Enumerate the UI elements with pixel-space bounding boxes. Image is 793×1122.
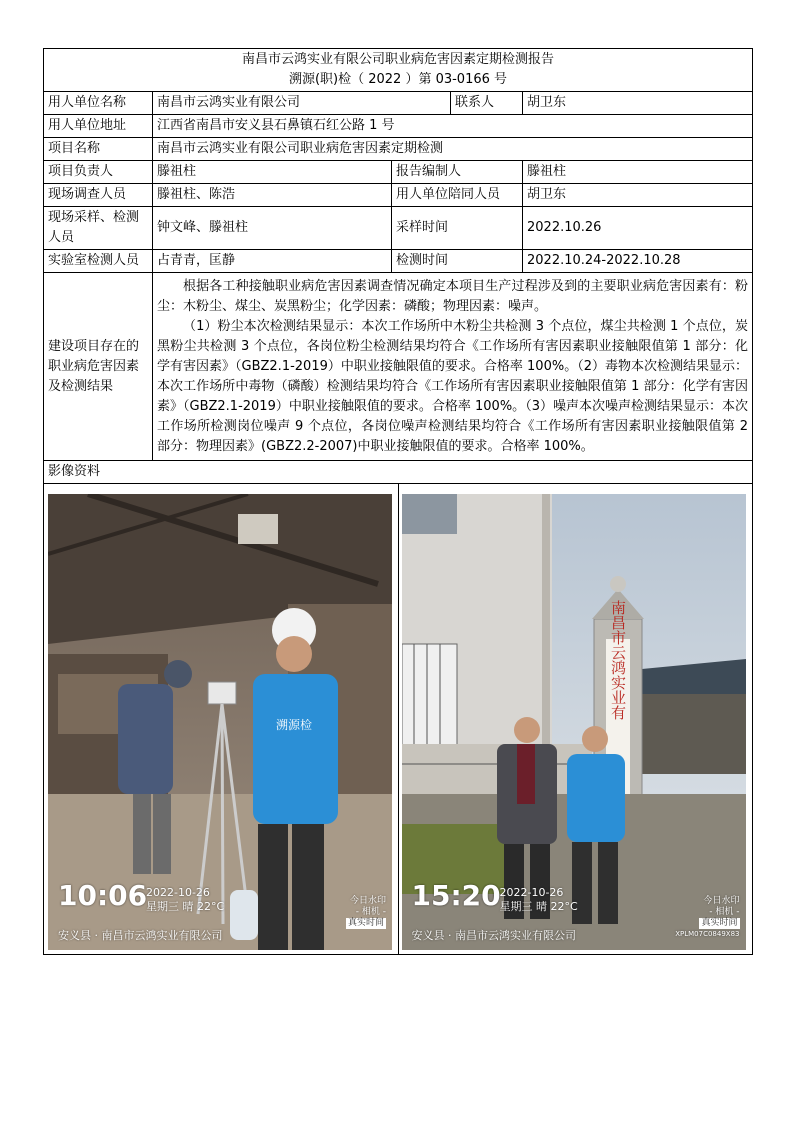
watermark-app [675,896,739,940]
photo-cell-right [398,484,753,954]
sampling-staff-label: 现场采样、检测人员 [44,207,153,250]
test-time-value: 2022.10.24-2022.10.28 [523,250,753,273]
photo-sampling-site [48,494,392,950]
report-author-value: 滕祖柱 [523,161,753,184]
gate-sign-text: 南昌市云鸿实业有 [608,600,627,720]
watermark-code: XPLM07C0849X83 [675,930,740,938]
sampling-staff-value: 钟文峰、滕祖柱 [153,207,392,250]
contact-label: 联系人 [451,92,523,115]
project-label: 项目名称 [44,138,153,161]
results-paragraph-1: 根据各工种接触职业病危害因素调查情况确定本项目生产过程涉及到的主要职业病危害因素有：粉尘：木粉尘、煤尘、炭黑粉尘；化学因素：磷酸；物理因素：噪声。 [157,278,748,314]
watermark-app-name: 今日水印 [349,896,386,906]
images-label: 影像资料 [44,461,753,484]
watermark-location: 安义县 · 南昌市云鸿实业有限公司 [411,929,576,942]
watermark-date: 2022-10-26 [146,886,210,899]
project-lead-value: 滕祖柱 [153,161,392,184]
watermark-weekday: 星期三 晴 22°C [146,900,225,913]
address-value: 江西省南昌市安义县石鼻镇石红公路 1 号 [153,115,753,138]
sampling-time-value: 2022.10.26 [523,207,753,250]
photo-cell-left [44,484,398,954]
employer-label: 用人单位名称 [44,92,153,115]
test-time-label: 检测时间 [392,250,523,273]
sampling-time-label: 采样时间 [392,207,523,250]
survey-staff-value: 滕祖柱、陈浩 [153,184,392,207]
watermark-real-time: 真实时间 [347,918,384,928]
watermark-app [346,896,386,929]
project-value: 南昌市云鸿实业有限公司职业病危害因素定期检测 [153,138,753,161]
results-label: 建设项目存在的职业病危害因素及检测结果 [44,273,153,461]
report-number: 溯源(职)检（ 2022 ）第 03-0166 号 [288,72,508,87]
watermark-date-block [146,886,224,914]
lab-staff-value: 占青青，匡静 [153,250,392,273]
project-lead-label: 项目负责人 [44,161,153,184]
employer-value: 南昌市云鸿实业有限公司 [153,92,451,115]
watermark-real-time: 真实时间 [701,918,738,928]
vest-text: 溯源检 [276,718,313,732]
escort-staff-label: 用人单位陪同人员 [392,184,523,207]
photos-row [44,484,753,955]
watermark-date-block [500,886,578,914]
watermark-weekday: 星期三 晴 22°C [499,900,578,913]
watermark-app-sub: - 相机 - [709,907,740,917]
contact-value: 胡卫东 [523,92,753,115]
report-page [43,48,752,955]
report-title: 南昌市云鸿实业有限公司职业病危害因素定期检测报告 [241,52,554,67]
watermark-location: 安义县 · 南昌市云鸿实业有限公司 [58,929,223,942]
survey-staff-label: 现场调查人员 [44,184,153,207]
watermark-time: 10:06 [58,879,148,912]
photo-company-gate [402,494,746,950]
results-paragraph-2: （1）粉尘本次检测结果显示：本次工作场所中木粉尘共检测 3 个点位，煤尘共检测 1 个点位，炭黑粉尘共检测 3 个点位，各岗位粉尘检测结果均符合《工作场所有害因素职业接触限值第 1 部分：化学有害因素》（GBZ2.1-2019）中职业接触限值的要求。合格率 100%。（2）毒物本次检测结果显示：本次工作场所中毒物（磷酸）检测结果均符合《工作场所有害因素职业接触限值第 1 部分：化学有害因素》（GBZ2.1-2019）中职业接触限值的要求。合格率 100%。（3）噪声本次噪声检测结果显示：本次工作场所检测岗位噪声 9 个点位，各岗位噪声检测结果均符合《工作场所有害因素职业接触限值第 2 部分：物理因素》(GBZ2.2-2007)中职业接触限值的要求。合格率 100%。 [157,318,748,454]
results-text [153,273,753,461]
report-table [43,48,753,955]
watermark-date: 2022-10-26 [499,886,564,899]
watermark-time: 15:20 [411,879,501,912]
watermark-app-name: 今日水印 [703,896,740,906]
report-author-label: 报告编制人 [392,161,523,184]
watermark-app-sub: - 相机 - [355,907,386,917]
address-label: 用人单位地址 [44,115,153,138]
escort-staff-value: 胡卫东 [523,184,753,207]
report-header [44,49,753,92]
lab-staff-label: 实验室检测人员 [44,250,153,273]
